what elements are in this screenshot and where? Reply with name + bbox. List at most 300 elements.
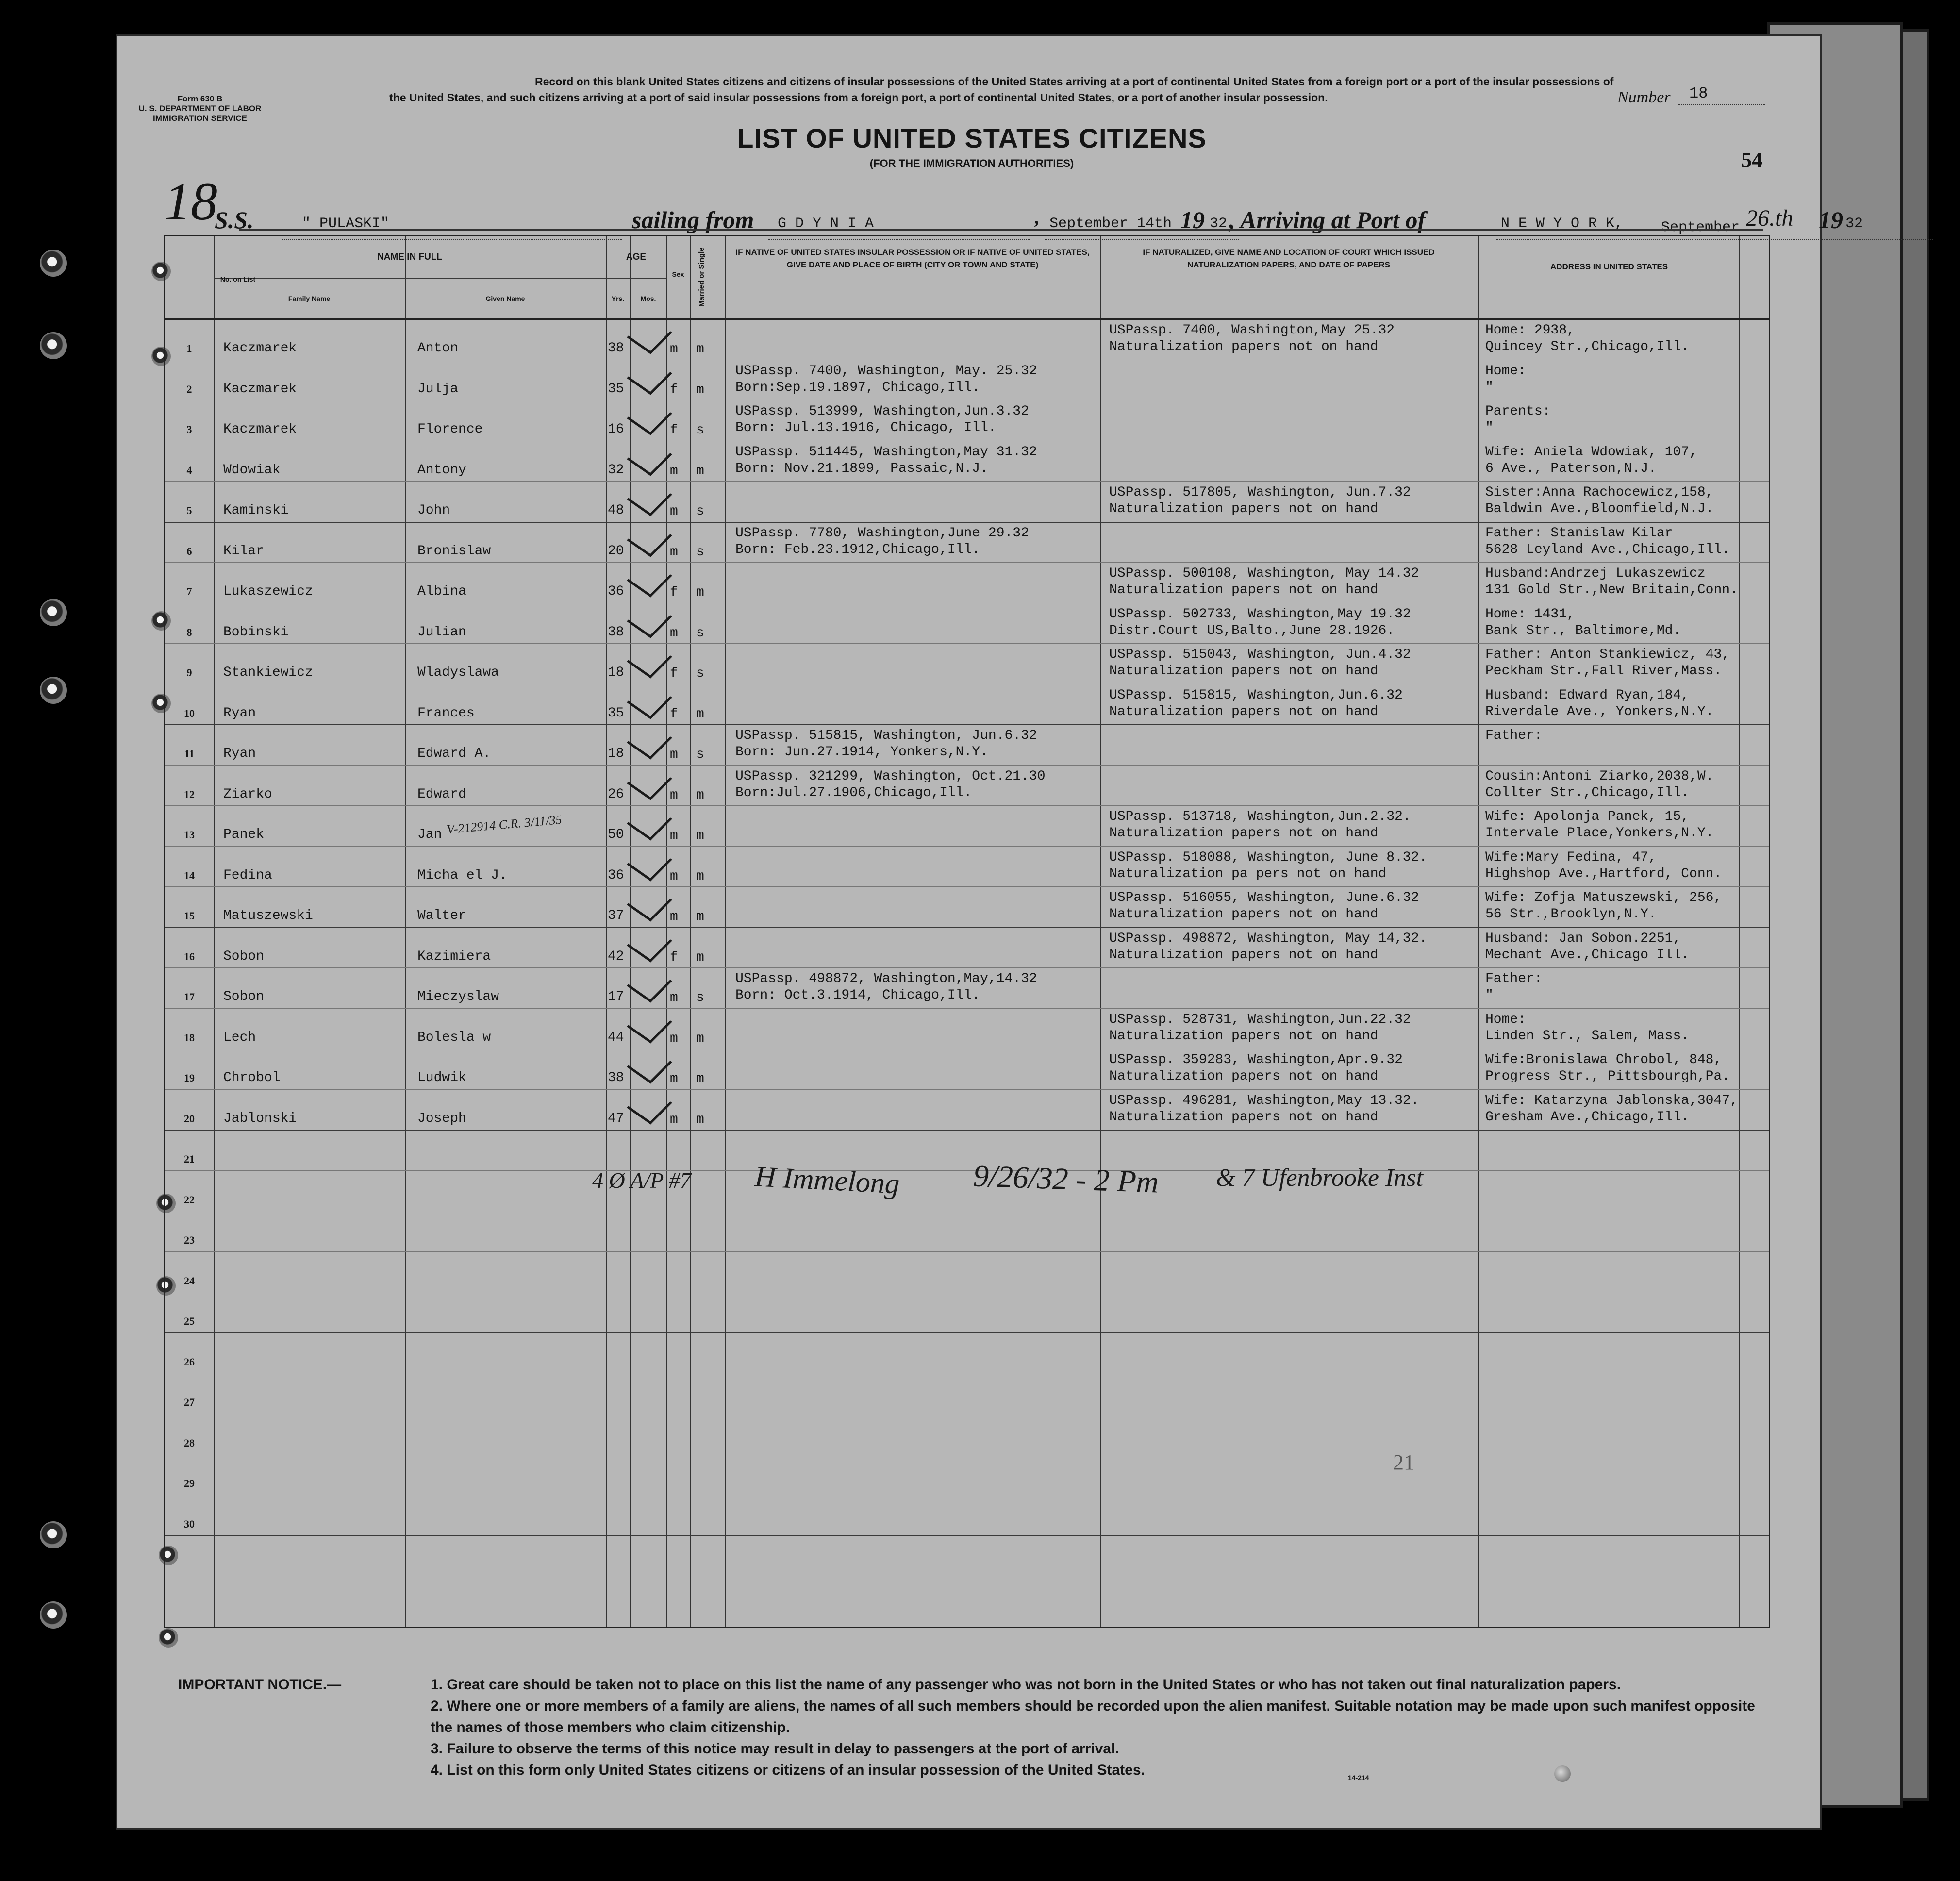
check-mark-icon (627, 843, 672, 881)
address-line-1: Husband: Jan Sobon.2251, (1485, 931, 1681, 946)
row-divider (165, 1170, 1769, 1171)
handwritten-note-row12: V-212914 C.R. 3/11/35 (446, 812, 563, 837)
row-number: 5 (186, 504, 192, 516)
address-line-1: Husband: Edward Ryan,184, (1485, 687, 1690, 703)
row-number: 8 (186, 626, 192, 638)
check-mark-icon (627, 599, 672, 638)
birth-line-1: USPassp. 511445, Washington,May 31.32 (735, 444, 1037, 460)
sex: m (670, 747, 678, 762)
naturalization-line-1: USPassp. 7400, Washington,May 25.32 (1109, 323, 1395, 338)
check-mark-icon (627, 397, 672, 435)
row-number: 1 (186, 342, 192, 354)
birth-line-1: USPassp. 7400, Washington, May. 25.32 (735, 363, 1037, 379)
age-years: 17 (608, 989, 624, 1004)
row-divider (165, 886, 1769, 887)
age-years: 50 (608, 827, 624, 842)
address-line-2: " (1485, 420, 1494, 435)
row-number: 27 (184, 1396, 195, 1408)
age-years: 36 (608, 867, 624, 883)
given-name: Edward (417, 786, 466, 802)
given-name: Jan (417, 827, 442, 842)
marital-status: m (696, 868, 704, 884)
marital-status: s (696, 747, 704, 762)
address-line-1: Home: (1485, 363, 1527, 379)
row-number: 9 (186, 666, 192, 679)
marital-status: s (696, 504, 704, 519)
address-line-2: " (1485, 988, 1494, 1003)
marital-status: m (696, 1112, 704, 1127)
age-years: 16 (608, 422, 624, 437)
given-name: Walter (417, 908, 466, 923)
birth-line-2: Born: Nov.21.1899, Passaic,N.J. (735, 461, 988, 476)
marital-status: m (696, 787, 704, 803)
sex: m (670, 990, 678, 1005)
record-instructions: Record on this blank United States citizens and citizens of insular possessions of the United States arriving at a port of continental United States from a foreign port or a port of the insular possessions of the United States, and such citizens arriving at a port of said insular possessions from a foreign port, a port of continental United States, or a port of another insular possession. (389, 75, 1614, 104)
family-name: Kilar (223, 543, 265, 559)
row-divider (165, 643, 1769, 644)
notice-item: 2. Where one or more members of a family are aliens, the names of all such members should be recorded upon the alien manifest. Suitable notation may be made upon such manifest opposite the names of those members who claim citizenship. (431, 1698, 1755, 1735)
header-birth: IF NATIVE OF UNITED STATES INSULAR POSSESSION OR IF NATIVE OF UNITED STATES, GIVE DATE AND PLACE OF BIRTH (CITY OR TOWN AND STATE) (735, 248, 1090, 269)
address-line-1: Father: (1485, 728, 1543, 743)
address-line-2: Collter Str.,Chicago,Ill. (1485, 785, 1690, 800)
row-number: 14 (184, 869, 195, 882)
sex: m (670, 787, 678, 803)
naturalization-line-2: Naturalization papers not on hand (1109, 501, 1379, 516)
binder-hole (40, 599, 67, 626)
given-name: Bronislaw (417, 543, 491, 559)
row-divider (165, 1251, 1769, 1252)
row-number: 17 (184, 991, 195, 1003)
row-number: 15 (184, 910, 195, 922)
row-divider (165, 1535, 1769, 1536)
ss-label: S.S. (215, 206, 254, 233)
address-line-2: Highshop Ave.,Hartford, Conn. (1485, 866, 1722, 882)
address-line-2: Peckham Str.,Fall River,Mass. (1485, 664, 1722, 679)
age-years: 42 (608, 949, 624, 964)
header-given-name: Given Name (485, 295, 525, 302)
address-line-1: Sister:Anna Rachocewicz,158, (1485, 485, 1714, 500)
arrival-port: N E W Y O R K, (1501, 216, 1624, 232)
check-mark-icon (627, 924, 672, 962)
row-divider (165, 562, 1769, 563)
address-line-1: Home: 2938, (1485, 323, 1575, 338)
naturalization-line-1: USPassp. 515815, Washington,Jun.6.32 (1109, 687, 1403, 703)
check-mark-icon (627, 1046, 672, 1084)
marital-status: s (696, 990, 704, 1005)
row-number: 11 (184, 748, 195, 760)
row-number: 22 (184, 1193, 195, 1206)
naturalization-line-2: Naturalization papers not on hand (1109, 704, 1379, 719)
address-line-2: Baldwin Ave.,Bloomfield,N.J. (1485, 501, 1714, 516)
given-name: Ludwik (417, 1070, 466, 1085)
naturalization-line-2: Naturalization papers not on hand (1109, 1069, 1379, 1084)
row-number: 19 (184, 1072, 195, 1084)
address-line-1: Cousin:Antoni Ziarko,2038,W. (1485, 768, 1714, 784)
sex: m (670, 909, 678, 924)
row-number: 7 (186, 585, 192, 598)
age-years: 18 (608, 746, 624, 761)
arrival-month: September (1661, 219, 1740, 236)
binder-hole (40, 1601, 67, 1629)
family-name: Kaczmarek (223, 422, 297, 437)
row-divider (165, 1008, 1769, 1009)
age-years: 38 (608, 341, 624, 356)
family-name: Lech (223, 1030, 256, 1045)
header-name-in-full: NAME IN FULL (377, 252, 443, 262)
family-name: Ryan (223, 746, 256, 761)
family-name: Matuszewski (223, 908, 313, 923)
check-mark-icon (627, 883, 672, 922)
form-number: Form 630 B (177, 94, 223, 103)
family-name: Stankiewicz (223, 665, 313, 680)
row-number: 4 (186, 464, 192, 476)
sex: f (670, 666, 678, 681)
marital-status: s (696, 625, 704, 641)
row-number: 3 (186, 423, 192, 435)
sex: f (670, 706, 678, 722)
row-number: 18 (184, 1031, 195, 1044)
address-line-1: Wife: Aniela Wdowiak, 107, (1485, 444, 1697, 460)
header-yrs: Yrs. (611, 295, 625, 302)
sex: m (670, 625, 678, 641)
row-divider (165, 927, 1769, 928)
page-title: LIST OF UNITED STATES CITIZENS (737, 123, 1207, 153)
arriving-label: , Arriving at Port of (1229, 206, 1426, 233)
sex: f (670, 423, 678, 438)
check-mark-icon (627, 437, 672, 476)
family-name: Panek (223, 827, 265, 842)
depart-date: September 14th (1049, 216, 1172, 232)
family-name: Sobon (223, 989, 265, 1004)
naturalization-line-1: USPassp. 513718, Washington,Jun.2.32. (1109, 809, 1411, 824)
service: IMMIGRATION SERVICE (153, 114, 247, 123)
notice-heading: IMPORTANT NOTICE.— (178, 1677, 342, 1693)
age-years: 36 (608, 584, 624, 599)
check-mark-icon (627, 681, 672, 719)
naturalization-line-1: USPassp. 359283, Washington,Apr.9.32 (1109, 1052, 1403, 1067)
naturalization-line-1: USPassp. 498872, Washington, May 14,32. (1109, 931, 1428, 946)
birth-line-1: USPassp. 321299, Washington, Oct.21.30 (735, 768, 1046, 784)
header-rule (239, 229, 1763, 231)
arrival-year-prefix: 19 (1819, 206, 1843, 233)
naturalization-line-1: USPassp. 502733, Washington,May 19.32 (1109, 606, 1411, 622)
form-identifier (137, 94, 263, 123)
naturalization-line-1: USPassp. 500108, Washington, May 14.32 (1109, 566, 1419, 581)
address-line-1: Father: Stanislaw Kilar (1485, 525, 1673, 541)
marital-status: m (696, 463, 704, 479)
sex: f (670, 585, 678, 600)
given-name: Wladyslawa (417, 665, 499, 680)
sex: m (670, 1031, 678, 1046)
naturalization-line-2: Naturalization papers not on hand (1109, 1109, 1379, 1125)
given-name: Boleslа w (417, 1030, 491, 1045)
header-no-on-list: No. on List (220, 275, 256, 283)
notice-item: 3. Failure to observe the terms of this notice may result in delay to passengers at the port of arrival. (431, 1741, 1119, 1757)
row-number: 10 (184, 707, 195, 719)
family-name: Kaminski (223, 503, 289, 518)
check-mark-icon (627, 1005, 672, 1043)
row-number: 2 (186, 383, 192, 395)
arrival-day: 26.th (1746, 205, 1794, 231)
address-line-2: 56 Str.,Brooklyn,N.Y. (1485, 907, 1657, 922)
naturalization-line-1: USPassp. 516055, Washington, June.6.32 (1109, 890, 1419, 905)
naturalization-line-1: USPassp. 517805, Washington, Jun.7.32 (1109, 485, 1411, 500)
check-mark-icon (627, 802, 672, 841)
given-name: Mieczyslaw (417, 989, 499, 1004)
check-mark-icon (627, 640, 672, 679)
number-value: 18 (1689, 84, 1708, 102)
address-line-1: Wife: Apolonja Panek, 15, (1485, 809, 1690, 824)
given-name: Albina (417, 584, 466, 599)
manifest-page: Form 630 B U. S. DEPARTMENT OF LABOR IMMIGRATION SERVICE Record on this blank United States citizens and citizens of insular possessions of the United States arriving at a port of continental United States from a foreign port or a port of the insular possessions of the United States, and such citizens arriving at a port of said insular possessions from a foreign port, a port of continental United States, or a port of another insular possession. Number 18 18 LIST OF UNITED STATES CITIZENS (FOR THE IMMIGRATION AUTHORITIES) 54 S.S. " PULASKI" sailing from G D Y N I A , September 14th 19 32 , Arriving at Port of N E W Y O R K, September 26.th 19 32 No. on List NAME IN FULL Family Name Given Name AGE Yrs. Mos. Sex Married or Single IF NATIVE OF UNITED STATES INSULAR POSSESSION OR IF NATIVE OF UNITED STATES, GIVE DATE AND PLACE OF BIRTH (CITY OR TOWN AND STATE) IF NATURALIZED, GIVE NAME AND LOCATION OF COURT WHICH ISSUED NATURALIZATION PAPERS, AND DATE OF PAPERS ADDRESS IN UNITED STATES 1 Kaczmarek Anton 38 m m USPassp. 7400, Washington,May 25.32 Naturalization papers not on hand Home: 2938, Quincey Str.,Chicago,Ill. 2 Kaczmarek Julja 35 f m USPassp. 7400, Washington, May. 25.32 Born:Sep.19.1897, Chicago,Ill. Home: " 3 Kaczmarek Florence 16 f s USPassp. 513999, Washington,Jun.3.32 Born: Jul.13.1916, Chicago, Ill. Parents: " 4 Wdowiak Antony 32 m m USPassp. 511445, Washington,May 31.32 Born: Nov.21.1899, Passaic,N.J. Wife: Aniela Wdowiak, 107, 6 Ave., Paterson,N.J. 5 Kaminski John 48 m s USPassp. 517805, Washington, Jun.7.32 Naturalization papers not on hand Sister:Anna Rachocewicz,158, Baldwin Ave.,Bloomfield,N.J. 6 Kilar Bronislaw 20 m s USPassp. 7780, Washington,June 29.32 Born: Feb.23.1912,Chicago,Ill. Father: Stanislaw Kilar 5628 Leyland Ave.,Chicago,Ill. 7 Lukaszewicz Albina 36 f m USPassp. 500108, Washington, May 14.32 Naturalization papers not on hand Husband:Andrzej Lukaszewicz 131 Gold Str.,New Britain,Conn. 8 Bobinski Julian 38 m s USPassp. 502733, Washington,May 19.32 Distr.Court US,Balto.,June 28.1926. Home: 1431, Bank Str., Baltimore,Md. 9 Stankiewicz Wladyslawa 18 f s USPassp. 515043, Washington, Jun.4.32 Naturalization papers not on hand Father: Anton Stankiewicz, 43, Peckham Str.,Fall River,Mass. 10 Ryan Frances 35 f m USPassp. 515815, Washington,Jun.6.32 Naturalization papers not on hand Husband: Edward Ryan,184, Riverdale Ave., Yonkers,N.Y. 11 Ryan Edward A. 18 m s USPassp. 515815, Washington, Jun.6.32 Born: Jun.27.1914, Yonkers,N.Y. Father: 12 Ziarko Edward 26 m m USPassp. 321299, Washington, Oct.21.30 Born:Jul.27.1906,Chicago,Ill. Cousin:Antoni Ziarko,2038,W. Collter Str.,Chicago,Ill. 13 Panek Jan 50 m m USPassp. 513718, Washington,Jun.2.32. Naturalization papers not on hand Wife: Apolonja Panek, 15, Intervale Place,Yonkers,N.Y. 14 Fedina Micha el J. 36 m m USPassp. 518088, Washington, June 8.32. Naturalization pa pers not on hand Wife:Mary Fedina, 47, Highshop Ave.,Hartford, Conn. 15 Matuszewski Walter 37 m m USPassp. 516055, Washington, June.6.32 Naturalization papers not on hand Wife: Zofja Matuszewski, 256, 56 Str.,Brooklyn,N.Y. 16 Sobon Kazimiera 42 f m USPassp. 498872, Washington, May 14,32. Naturalization papers not on hand Husband: Jan Sobon.2251, Mechant Ave.,Chicago Ill. 17 Sobon Mieczyslaw 17 m s USPassp. 498872, Washington,May,14.32 Born: Oct.3.1914, Chicago,Ill. Father: " 18 Lech Boleslа w 44 m m USPassp. 528731, Washington,Jun.22.32 Naturalization papers not on hand Home: Linden Str., Salem, Mass. 19 Chrobol Ludwik 38 m m USPassp. 359283, Washington,Apr.9.32 Naturalization papers not on hand Wife:Bronislawa Chrobol, 848, Progress Str., Pittsbourgh,Pa. 20 Jablonski Joseph 47 m m USPassp. 496281, Washington,May 13.32. Naturalization papers not on hand Wife: Katarzyna Jablonska,3047, Gresham Ave.,Chicago,Ill. 21 22 23 24 25 26 27 28 29 30 V-212914 C.R. 3/11/35 4 Ø A/P #7 H Immelong 9/26/32 - 2 Pm & 7 Ufenbrooke Inst 21 IMPORTANT NOTICE.— 1. Great care should be taken not to place on this list the name of any passenger who was not born in the United States or who has not taken out final naturalization papers. 2. Where one or more members of a family are aliens, the names of all such members should be recorded upon the alien manifest. Suitable notation may be made upon such manifest opposite the names of those members who claim citizenship. 3. Failure to observe the terms of this notice may result in delay to passengers at the port of arrival. 4. List on this form only United States citizens or citizens of an insular possession of the United States. 14-214 (116, 34, 1822, 1830)
address-line-1: Husband:Andrzej Lukaszewicz (1485, 566, 1706, 581)
marital-status: m (696, 909, 704, 924)
address-line-2: " (1485, 380, 1494, 395)
stray-mark: 21 (1393, 1450, 1414, 1474)
sex: m (670, 342, 678, 357)
row-divider (165, 846, 1769, 847)
marital-status: m (696, 1071, 704, 1086)
birth-line-1: USPassp. 515815, Washington, Jun.6.32 (735, 728, 1037, 743)
from-port: G D Y N I A (778, 216, 874, 232)
age-years: 26 (608, 786, 624, 802)
check-mark-icon (627, 965, 672, 1003)
row-divider (165, 805, 1769, 806)
address-line-2: Quincey Str.,Chicago,Ill. (1485, 339, 1690, 354)
marital-status: m (696, 342, 704, 357)
given-name: Julja (417, 381, 459, 397)
address-line-2: 6 Ave., Paterson,N.J. (1485, 461, 1657, 476)
row-number: 28 (184, 1436, 195, 1449)
ship-name: " PULASKI" (302, 216, 390, 232)
address-line-1: Wife: Zofja Matuszewski, 256, (1485, 890, 1722, 905)
address-line-2: Gresham Ave.,Chicago,Ill. (1485, 1109, 1690, 1125)
birth-line-2: Born:Jul.27.1906,Chicago,Ill. (735, 785, 972, 800)
naturalization-line-1: USPassp. 515043, Washington, Jun.4.32 (1109, 647, 1411, 662)
row-divider (165, 765, 1769, 766)
page-subtitle: (FOR THE IMMIGRATION AUTHORITIES) (869, 157, 1074, 169)
birth-line-2: Born: Oct.3.1914, Chicago,Ill. (735, 988, 980, 1003)
row-number: 25 (184, 1315, 195, 1327)
birth-line-1: USPassp. 7780, Washington,June 29.32 (735, 525, 1029, 541)
age-years: 47 (608, 1111, 624, 1126)
header-address: ADDRESS IN UNITED STATES (1550, 262, 1668, 271)
sex: m (670, 544, 678, 560)
notice-item: 1. Great care should be taken not to place on this list the name of any passenger who was not born in the United States or who has not taken out final naturalization papers. (431, 1677, 1621, 1693)
number-label: Number (1617, 88, 1671, 106)
depart-year: 32 (1210, 216, 1228, 232)
row-number: 23 (184, 1234, 195, 1246)
birth-line-2: Born: Jul.13.1916, Chicago, Ill. (735, 420, 997, 435)
address-line-2: Progress Str., Pittsbourgh,Pa. (1485, 1069, 1730, 1084)
family-name: Chrobol (223, 1070, 281, 1085)
birth-line-1: USPassp. 513999, Washington,Jun.3.32 (735, 404, 1029, 419)
check-mark-icon (627, 559, 672, 598)
handwritten-signature: & 7 Ufenbrooke Inst (1216, 1164, 1423, 1192)
handwritten-annotation: 4 Ø A/P #7 (592, 1168, 692, 1193)
address-line-2: Mechant Ave.,Chicago Ill. (1485, 947, 1690, 963)
row-divider (165, 1089, 1769, 1090)
given-name: Julian (417, 624, 466, 640)
row-divider (165, 724, 1769, 725)
given-name: John (417, 503, 450, 518)
given-name: Florence (417, 422, 483, 437)
row-number: 29 (184, 1477, 195, 1489)
marital-status: m (696, 1031, 704, 1046)
header-sex: Sex (672, 270, 684, 278)
family-name: Ziarko (223, 786, 272, 802)
given-name: Micha el J. (417, 867, 507, 883)
address-line-1: Wife: Katarzyna Jablonska,3047, (1485, 1093, 1738, 1108)
naturalization-line-1: USPassp. 528731, Washington,Jun.22.32 (1109, 1012, 1411, 1027)
header-married-single: Married or Single (698, 247, 706, 307)
age-years: 37 (608, 908, 624, 923)
header-age: AGE (626, 252, 647, 262)
given-name: Anton (417, 341, 459, 356)
check-mark-icon (627, 316, 672, 354)
age-years: 32 (608, 462, 624, 478)
family-name: Bobinski (223, 624, 289, 640)
family-name: Lukaszewicz (223, 584, 313, 599)
check-mark-icon (627, 1086, 672, 1124)
page-number: 54 (1741, 148, 1762, 172)
address-line-1: Parents: (1485, 404, 1551, 419)
address-line-1: Wife:Mary Fedina, 47, (1485, 849, 1657, 865)
naturalization-line-2: Naturalization papers not on hand (1109, 826, 1379, 841)
department: U. S. DEPARTMENT OF LABOR (138, 104, 262, 113)
row-number: 30 (184, 1517, 195, 1530)
print-code: 14-214 (1348, 1774, 1369, 1781)
given-name: Edward A. (417, 746, 491, 761)
sex: f (670, 382, 678, 398)
family-name: Kaczmarek (223, 341, 297, 356)
address-line-2: Riverdale Ave., Yonkers,N.Y. (1485, 704, 1714, 719)
birth-line-2: Born: Feb.23.1912,Chicago,Ill. (735, 542, 980, 557)
sex: m (670, 868, 678, 884)
address-line-1: Wife:Bronislawa Chrobol, 848, (1485, 1052, 1722, 1067)
marital-status: m (696, 949, 704, 965)
marital-status: s (696, 423, 704, 438)
age-years: 38 (608, 1070, 624, 1085)
naturalization-line-1: USPassp. 518088, Washington, June 8.32. (1109, 849, 1428, 865)
address-line-2: Intervale Place,Yonkers,N.Y. (1485, 826, 1714, 841)
row-divider (165, 1130, 1769, 1131)
marital-status: s (696, 544, 704, 560)
sailing-from-label: sailing from (632, 206, 754, 233)
naturalization-line-2: Naturalization papers not on hand (1109, 339, 1379, 354)
handwritten-date: 9/26/32 - 2 Pm (972, 1158, 1160, 1199)
sex: m (670, 1071, 678, 1086)
naturalization-line-2: Naturalization papers not on hand (1109, 947, 1379, 963)
birth-line-1: USPassp. 498872, Washington,May,14.32 (735, 971, 1037, 986)
sex: f (670, 949, 678, 965)
row-divider (165, 481, 1769, 482)
naturalization-line-2: Naturalization papers not on hand (1109, 583, 1379, 598)
sex: m (670, 463, 678, 479)
birth-line-2: Born: Jun.27.1914, Yonkers,N.Y. (735, 745, 988, 760)
sex: m (670, 1112, 678, 1127)
given-name: Joseph (417, 1111, 466, 1126)
given-name: Frances (417, 705, 475, 721)
binder-hole (40, 250, 67, 277)
row-number: 12 (184, 788, 195, 800)
address-line-2: Linden Str., Salem, Mass. (1485, 1028, 1690, 1044)
family-name: Jablonski (223, 1111, 297, 1126)
family-name: Kaczmarek (223, 381, 297, 397)
family-name: Ryan (223, 705, 256, 721)
inspector-signature: H Immelong (754, 1160, 900, 1200)
header-mos: Mos. (640, 295, 656, 302)
check-mark-icon (627, 721, 672, 760)
row-number: 16 (184, 950, 195, 963)
birth-line-2: Born:Sep.19.1897, Chicago,Ill. (735, 380, 980, 395)
pin-mark (1554, 1765, 1571, 1782)
binder-hole (40, 332, 67, 359)
age-years: 35 (608, 381, 624, 397)
check-mark-icon (627, 762, 672, 800)
age-years: 18 (608, 665, 624, 680)
row-number: 26 (184, 1355, 195, 1368)
address-line-1: Father: (1485, 971, 1543, 986)
row-divider (165, 1332, 1769, 1333)
notice-item: 4. List on this form only United States citizens or citizens of an insular possession of the United States. (431, 1762, 1145, 1778)
check-mark-icon (627, 356, 672, 395)
address-line-1: Home: 1431, (1485, 606, 1575, 622)
row-divider (165, 967, 1769, 968)
binder-hole (40, 1521, 67, 1548)
marital-status: s (696, 666, 704, 681)
header-family-name: Family Name (288, 295, 331, 302)
row-number: 21 (184, 1153, 195, 1165)
address-line-1: Home: (1485, 1012, 1527, 1027)
naturalization-line-2: Naturalization papers not on hand (1109, 1028, 1379, 1044)
age-years: 35 (608, 705, 624, 721)
passenger-table (164, 235, 1770, 1628)
row-number: 13 (184, 829, 195, 841)
sex: m (670, 828, 678, 843)
arrival-year: 32 (1845, 216, 1863, 232)
naturalization-line-2: Distr.Court US,Balto.,June 28.1926. (1109, 623, 1395, 638)
check-mark-icon (627, 478, 672, 516)
header-naturalized: IF NATURALIZED, GIVE NAME AND LOCATION OF COURT WHICH ISSUED NATURALIZATION PAPERS, AND DATE OF PAPERS (1143, 248, 1435, 269)
address-line-2: Bank Str., Baltimore,Md. (1485, 623, 1681, 638)
family-name: Fedina (223, 867, 272, 883)
depart-year-prefix: 19 (1180, 206, 1205, 233)
check-mark-icon (627, 518, 672, 557)
address-line-2: 5628 Leyland Ave.,Chicago,Ill. (1485, 542, 1730, 557)
row-divider (165, 522, 1769, 523)
binder-hole (159, 1628, 178, 1648)
naturalization-line-1: USPassp. 496281, Washington,May 13.32. (1109, 1093, 1419, 1108)
address-line-1: Father: Anton Stankiewicz, 43, (1485, 647, 1730, 662)
number-line (1678, 104, 1765, 105)
age-years: 48 (608, 503, 624, 518)
naturalization-line-2: Naturalization papers not on hand (1109, 907, 1379, 922)
given-name: Kazimiera (417, 949, 491, 964)
marital-status: m (696, 585, 704, 600)
binder-hole (40, 677, 67, 704)
age-years: 44 (608, 1030, 624, 1045)
marital-status: m (696, 382, 704, 398)
row-number: 6 (186, 545, 192, 557)
address-line-2: 131 Gold Str.,New Britain,Conn. (1485, 583, 1738, 598)
marital-status: m (696, 828, 704, 843)
handwritten-number: 18 (164, 172, 217, 231)
age-years: 38 (608, 624, 624, 640)
row-number: 20 (184, 1112, 195, 1125)
sex: m (670, 504, 678, 519)
age-years: 20 (608, 543, 624, 559)
